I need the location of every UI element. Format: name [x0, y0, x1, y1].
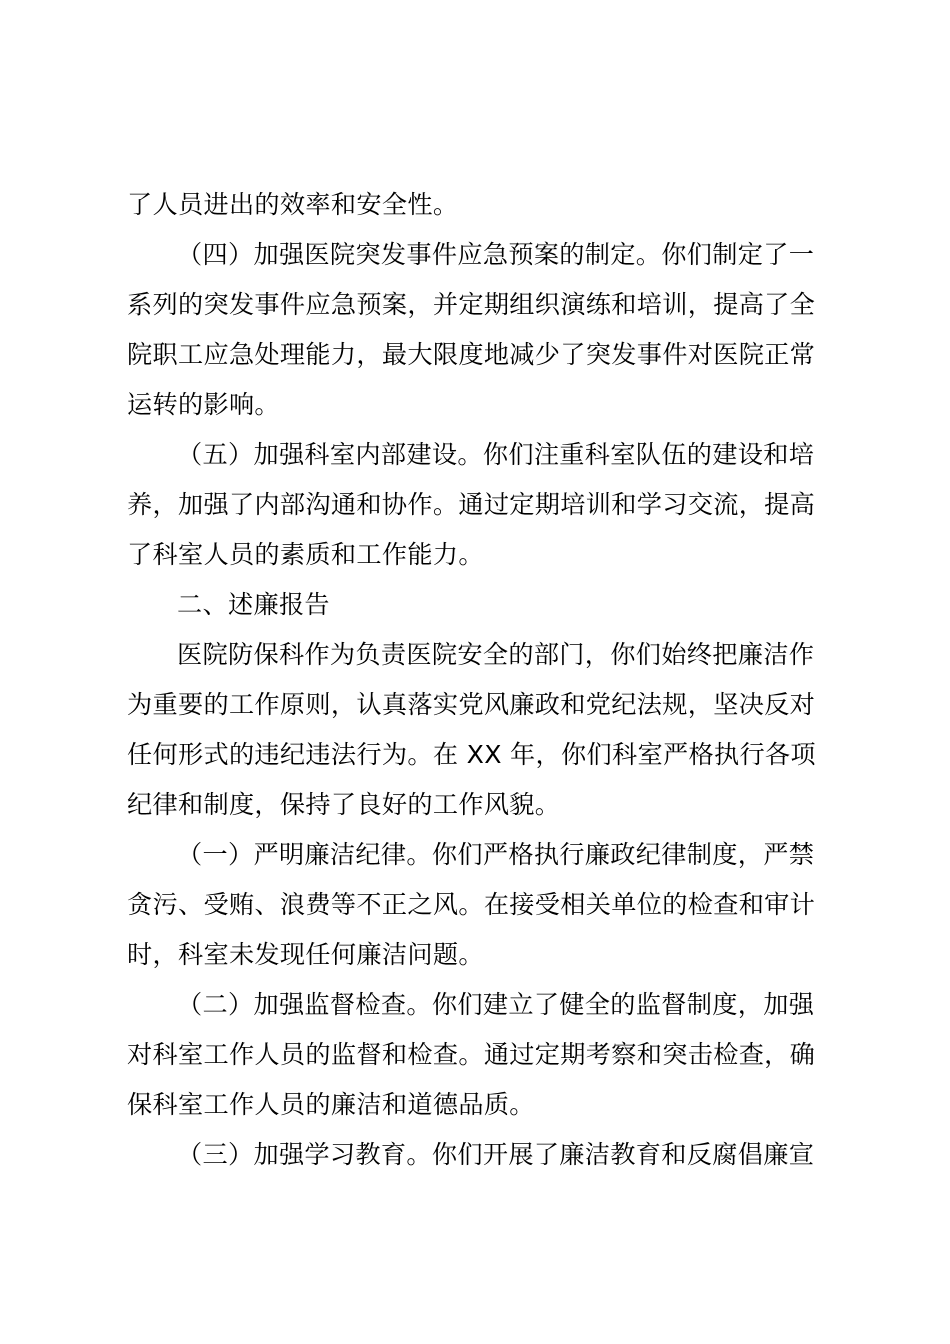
- text-line: （四）加强医院突发事件应急预案的制定。你们制定了一: [177, 240, 815, 269]
- text-line: 了科室人员的素质和工作能力。: [127, 540, 484, 569]
- text-line: 运转的影响。: [127, 390, 280, 419]
- text-line: 时，科室未发现任何廉洁问题。: [127, 940, 484, 969]
- text-line: （一）严明廉洁纪律。你们严格执行廉政纪律制度，严禁: [177, 840, 815, 869]
- text-line: 保科室工作人员的廉洁和道德品质。: [127, 1090, 535, 1119]
- text-line: （五）加强科室内部建设。你们注重科室队伍的建设和培: [177, 440, 815, 469]
- text-line: 院职工应急处理能力，最大限度地减少了突发事件对医院正常: [127, 340, 816, 369]
- text-line: 为重要的工作原则，认真落实党风廉政和党纪法规，坚决反对: [127, 690, 816, 719]
- text-line: 任何形式的违纪违法行为。在 XX 年，你们科室严格执行各项: [127, 740, 816, 769]
- text-line: 纪律和制度，保持了良好的工作风貌。: [127, 790, 561, 819]
- text-line: 医院防保科作为负责医院安全的部门，你们始终把廉洁作: [177, 640, 815, 669]
- text-line: 对科室工作人员的监督和检查。通过定期考察和突击检查，确: [127, 1040, 816, 1069]
- text-line: （三）加强学习教育。你们开展了廉洁教育和反腐倡廉宣: [177, 1140, 815, 1169]
- text-line: 养，加强了内部沟通和协作。通过定期培训和学习交流，提高: [127, 490, 816, 519]
- text-line: 贪污、受贿、浪费等不正之风。在接受相关单位的检查和审计: [127, 890, 816, 919]
- text-line: 二、述廉报告: [177, 590, 330, 619]
- text-line: 了人员进出的效率和安全性。: [127, 190, 459, 219]
- body-text: [127, 180, 833, 1180]
- text-line: 系列的突发事件应急预案，并定期组织演练和培训，提高了全: [127, 290, 816, 319]
- text-line: （二）加强监督检查。你们建立了健全的监督制度，加强: [177, 990, 815, 1019]
